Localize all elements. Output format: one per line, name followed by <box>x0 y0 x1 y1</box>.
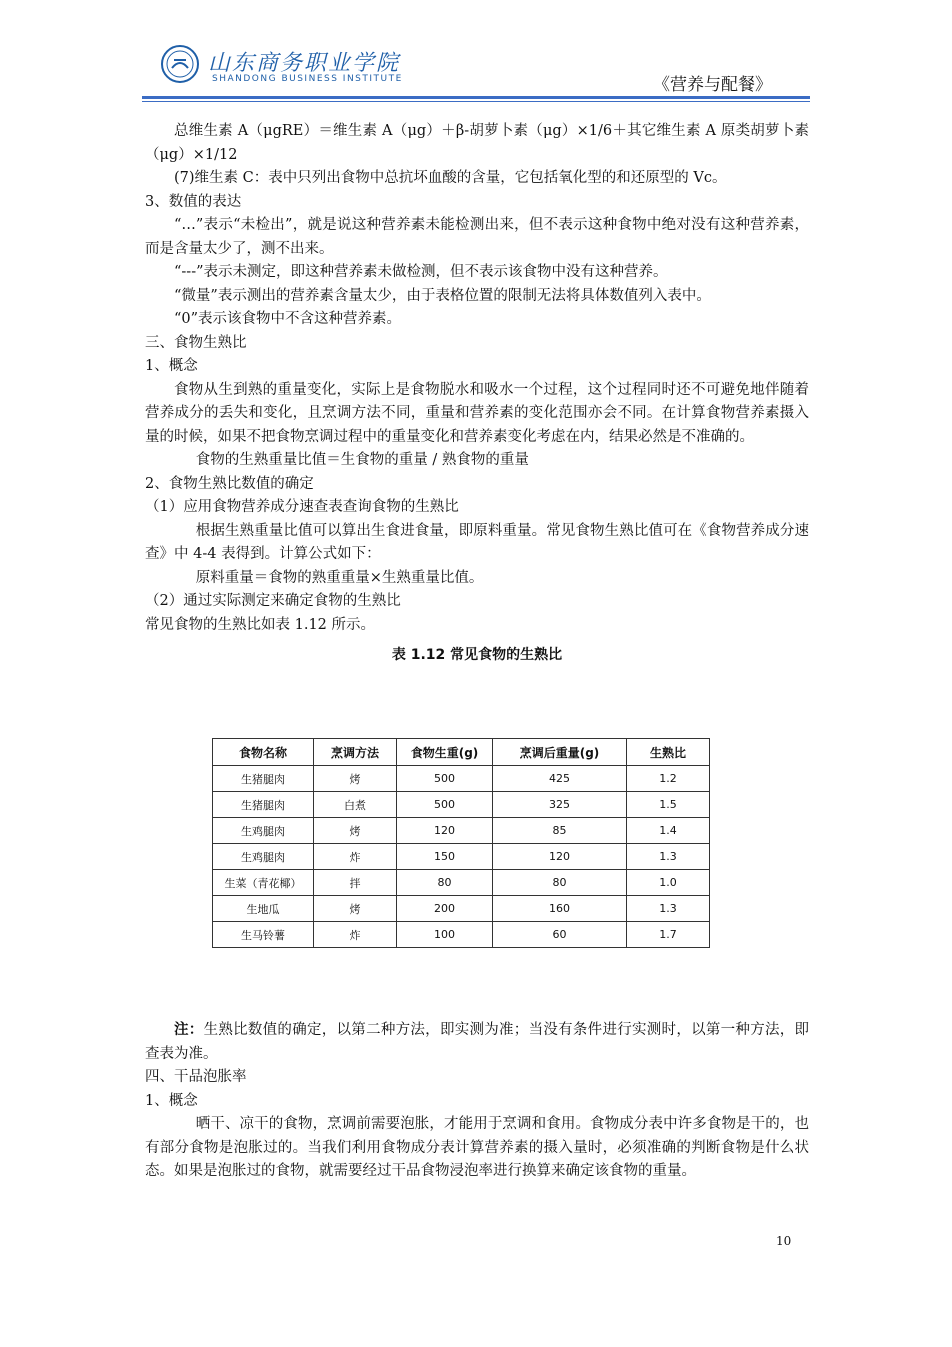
section-heading: 1、概念 <box>145 358 198 374</box>
table-cell: 1.5 <box>627 792 710 818</box>
paragraph: “---”表示未测定，即这种营养素未做检测，但不表示该食物中没有这种营养。 <box>174 264 668 280</box>
page-number: 10 <box>776 1234 792 1248</box>
table-cell: 1.7 <box>627 922 710 948</box>
table-header-row <box>213 739 710 766</box>
paragraph: 常见食物的生熟比如表 1.12 所示。 <box>145 616 376 633</box>
table-row <box>213 818 710 844</box>
header-rule-thin <box>142 101 810 102</box>
sub-heading: （1）应用食物营养成分速查表查询食物的生熟比 <box>145 499 459 515</box>
table-cell: 烤 <box>314 818 397 844</box>
section-heading: 1、概念 <box>145 1092 198 1109</box>
table-cell: 160 <box>493 896 627 922</box>
paragraph: 根据生熟重量比值可以算出生食进食量，即原料重量。常见食物生熟比值可在《食物营养成分速查》中 4-4 表得到。计算公式如下： <box>145 522 809 562</box>
note-section <box>145 1018 809 1184</box>
table-cell: 生猪腿肉 <box>213 792 314 818</box>
table-cell: 生鸡腿肉 <box>213 818 314 844</box>
column-header: 烹调后重量(g) <box>493 739 627 766</box>
column-header: 烹调方法 <box>314 739 397 766</box>
book-title: 《营养与配餐》 <box>653 75 772 95</box>
table-cell: 烤 <box>314 896 397 922</box>
table-caption: 表 1.12 常见食物的生熟比 <box>391 647 563 663</box>
table-cell: 烤 <box>314 766 397 792</box>
table-row <box>213 922 710 948</box>
school-logo-icon <box>160 44 200 84</box>
table-cell: 生鸡腿肉 <box>213 844 314 870</box>
table-row <box>213 792 710 818</box>
table-cell: 120 <box>397 818 493 844</box>
logo-chinese-name: 山东商务职业学院 <box>208 51 401 76</box>
table-cell: 325 <box>493 792 627 818</box>
table-cell: 1.3 <box>627 896 710 922</box>
table-cell: 100 <box>397 922 493 948</box>
page-header <box>142 40 810 100</box>
note-text: 生熟比数值的确定，以第二种方法，即实测为准；当没有条件进行实测时，以第一种方法，即查表为准。 <box>145 1022 810 1062</box>
food-ratio-table <box>212 738 710 948</box>
table-cell: 80 <box>493 870 627 896</box>
column-header: 食物名称 <box>213 739 314 766</box>
table-cell: 1.4 <box>627 818 710 844</box>
section-heading: 四、干品泡胀率 <box>145 1069 247 1085</box>
paragraph: (7)维生素 C：表中只列出食物中总抗坏血酸的含量，它包括氧化型的和还原型的 Vc。 <box>174 170 727 186</box>
main-text <box>145 120 809 667</box>
table-cell: 生地瓜 <box>213 896 314 922</box>
table-cell: 500 <box>397 766 493 792</box>
table-cell: 炸 <box>314 922 397 948</box>
section-heading: 三、食物生熟比 <box>145 334 247 351</box>
paragraph: “微量”表示测出的营养素含量太少，由于表格位置的限制无法将具体数值列入表中。 <box>174 287 711 304</box>
header-rule-thick <box>142 96 810 99</box>
table-cell: 生猪腿肉 <box>213 766 314 792</box>
paragraph: 食物从生到熟的重量变化，实际上是食物脱水和吸水一个过程，这个过程同时还不可避免地伴随着营养成分的丢失和变化，且烹调方法不同，重量和营养素的变化范围亦会不同。在计算食物营养素摄入量的时候，如果不把食物烹调过程中的重量变化和营养素变化考虑在内，结果必然是不准确的。 <box>145 381 809 445</box>
logo-english-name: SHANDONG BUSINESS INSTITUTE <box>212 74 403 84</box>
sub-heading: （2）通过实际测定来确定食物的生熟比 <box>145 593 401 609</box>
table-cell: 120 <box>493 844 627 870</box>
table-cell: 1.0 <box>627 870 710 896</box>
table-cell: 60 <box>493 922 627 948</box>
table-row <box>213 766 710 792</box>
table-cell: 拌 <box>314 870 397 896</box>
table-cell: 425 <box>493 766 627 792</box>
formula: 食物的生熟重量比值＝生食物的重量 / 熟食物的重量 <box>195 452 529 468</box>
table-cell: 1.3 <box>627 844 710 870</box>
table-cell: 150 <box>397 844 493 870</box>
section-heading: 2、食物生熟比数值的确定 <box>145 475 314 492</box>
section-heading: 3、数值的表达 <box>145 193 242 210</box>
paragraph: 晒干、凉干的食物，烹调前需要泡胀，才能用于烹调和食用。食物成分表中许多食物是干的，也有部分食物是泡胀过的。当我们利用食物成分表计算营养素的摄入量时，必须准确的判断食物是什么状态。如果是泡胀过的食物，就需要经过干品食物浸泡率进行换算来确定该食物的重量。 <box>145 1116 809 1179</box>
formula: 原料重量＝食物的熟重重量×生熟重量比值。 <box>195 569 484 586</box>
table-cell: 1.2 <box>627 766 710 792</box>
paragraph: “…”表示“未检出”，就是说这种营养素未能检测出来，但不表示这种食物中绝对没有这种营养素，而是含量太少了，测不出来。 <box>145 217 809 257</box>
paragraph: “0”表示该食物中不含这种营养素。 <box>174 311 402 327</box>
table-cell: 80 <box>397 870 493 896</box>
table-cell: 生马铃薯 <box>213 922 314 948</box>
table-cell: 200 <box>397 896 493 922</box>
table-row <box>213 870 710 896</box>
table-cell: 500 <box>397 792 493 818</box>
table-row <box>213 896 710 922</box>
note-label: 注： <box>174 1021 204 1038</box>
column-header: 食物生重(g) <box>397 739 493 766</box>
table-cell: 85 <box>493 818 627 844</box>
note-paragraph <box>145 1018 809 1066</box>
table-cell: 炸 <box>314 844 397 870</box>
table-cell: 生菜（青花椰） <box>213 870 314 896</box>
table-cell: 白煮 <box>314 792 397 818</box>
column-header: 生熟比 <box>627 739 710 766</box>
table-row <box>213 844 710 870</box>
paragraph: 总维生素 A（μgRE）＝维生素 A（μg）＋β-胡萝卜素（μg）×1/6＋其它维生素 A 原类胡萝卜素（μg）×1/12 <box>145 123 809 163</box>
